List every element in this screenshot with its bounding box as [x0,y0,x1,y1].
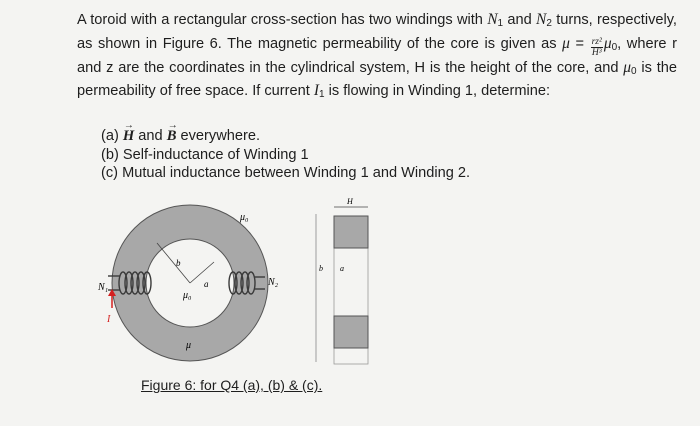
vector-H: → H [123,128,134,144]
subscript: 1 [319,89,325,101]
label-H: H [347,197,353,206]
subscript: 2 [546,18,552,29]
figure-caption: Figure 6: for Q4 (a), (b) & (c). [141,377,323,393]
text-segment: is flowing in Winding 1, determine: [324,83,551,100]
part-b: (b) Self-inductance of Winding 1 [101,146,309,163]
text-segment: and [134,128,167,144]
symbol-mu0: μ [623,58,632,76]
label-N1: N₁ [98,282,109,293]
label-mu-core: μ [186,340,192,351]
symbol-mu: μ [562,34,570,52]
label-mu0-outer: μ₀ [240,212,249,223]
part-c: (c) Mutual inductance between Winding 1 and Winding 2. [101,165,471,181]
subscript: 1 [497,18,504,29]
label-N2: N₂ [268,277,279,288]
text-segment: is the permeability of free space. If current [77,59,677,100]
subscript: 0 [611,41,618,53]
text-segment: = [569,35,590,52]
vector-B: → B [167,128,177,144]
text-segment: everywhere. [176,128,260,144]
symbol-I1: I [313,82,320,100]
cross-section-top [334,216,368,248]
symbol-N2: N [536,11,547,28]
text-segment: and [503,12,537,28]
text-segment: turns, respectively, as shown in Figure 6. The magnetic permeability of the core is given as [77,12,677,52]
fraction-numerator: rz² [591,36,602,47]
label-b-section: b [319,264,323,273]
cross-section-bottom [334,316,368,348]
fraction-denominator: H³ [591,47,602,58]
text-segment: A toroid with a rectangular cross-section has two windings with [77,12,488,28]
symbol-N1: N [487,11,498,28]
label-a-section: a [340,264,344,273]
label-I: I [107,314,111,325]
symbol-mu0: μ [603,34,612,52]
subscript: 0 [631,65,637,77]
label-mu0-inner: μ₀ [183,290,192,301]
label-a: a [204,279,209,289]
label-b: b [176,258,181,268]
text-segment: (a) [101,128,123,144]
text-segment: , where r and z are the coordinates in the cylindrical system, H is the height of the core, and [77,35,677,76]
